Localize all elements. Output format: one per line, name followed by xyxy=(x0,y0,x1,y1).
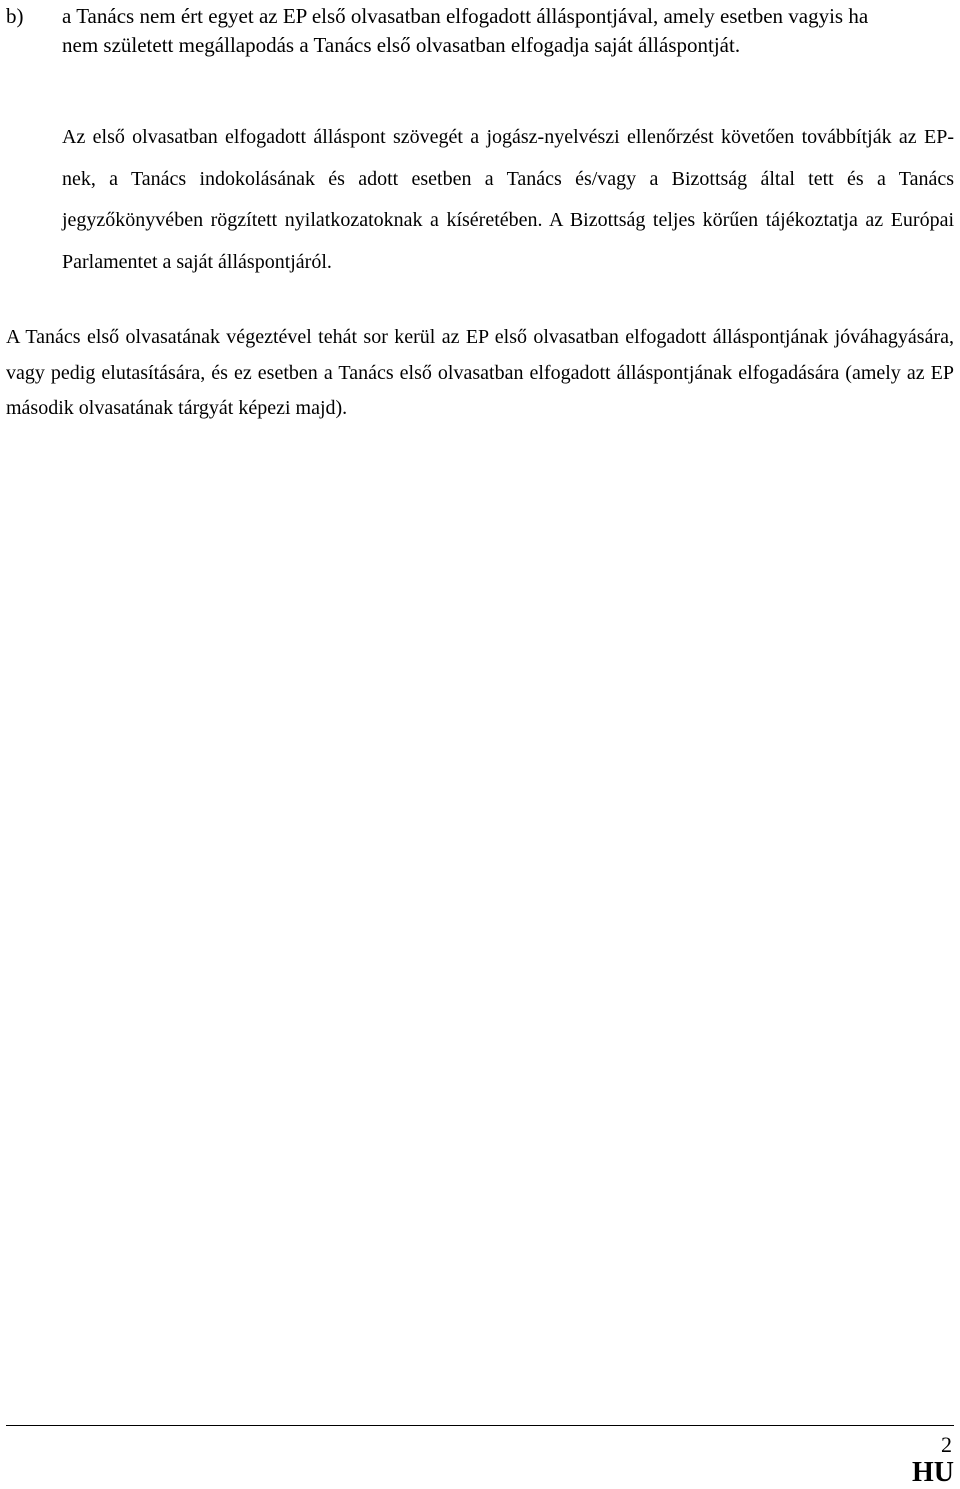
language-code: HU xyxy=(912,1457,954,1488)
footer-divider xyxy=(6,1425,954,1426)
paragraph-first-reading-position: Az első olvasatban elfogadott álláspont szövegét a jogász-nyelvészi ellenőrzést követően továbbítják az EP-nek, a Tanács indokolásának és adott esetben a Tanács és/vagy a Bizottság által tett és a Tanács jegyzőkönyvében rögzített nyilatkozatoknak a kíséretében. A Bizottság teljes körűen tájékoztatja az Európai Parlamentet a saját álláspontjáról. xyxy=(62,126,954,273)
list-marker: b) xyxy=(6,4,24,28)
page-number: 2 xyxy=(941,1432,952,1457)
list-item-text: a Tanács nem ért egyet az EP első olvasatban elfogadott álláspontjával, amely esetben vagyis ha nem született megállapodás a Tanács első olvasatban elfogadja saját álláspontját. xyxy=(62,4,869,57)
paragraph-council-first-reading: A Tanács első olvasatának végeztével tehát sor kerül az EP első olvasatban elfogadott álláspontjának jóváhagyására, vagy pedig elutasítására, és ez esetben a Tanács első olvasatban elfogadott álláspontjának elfogadására (amely az EP második olvasatának tárgyát képezi majd). xyxy=(6,326,954,419)
